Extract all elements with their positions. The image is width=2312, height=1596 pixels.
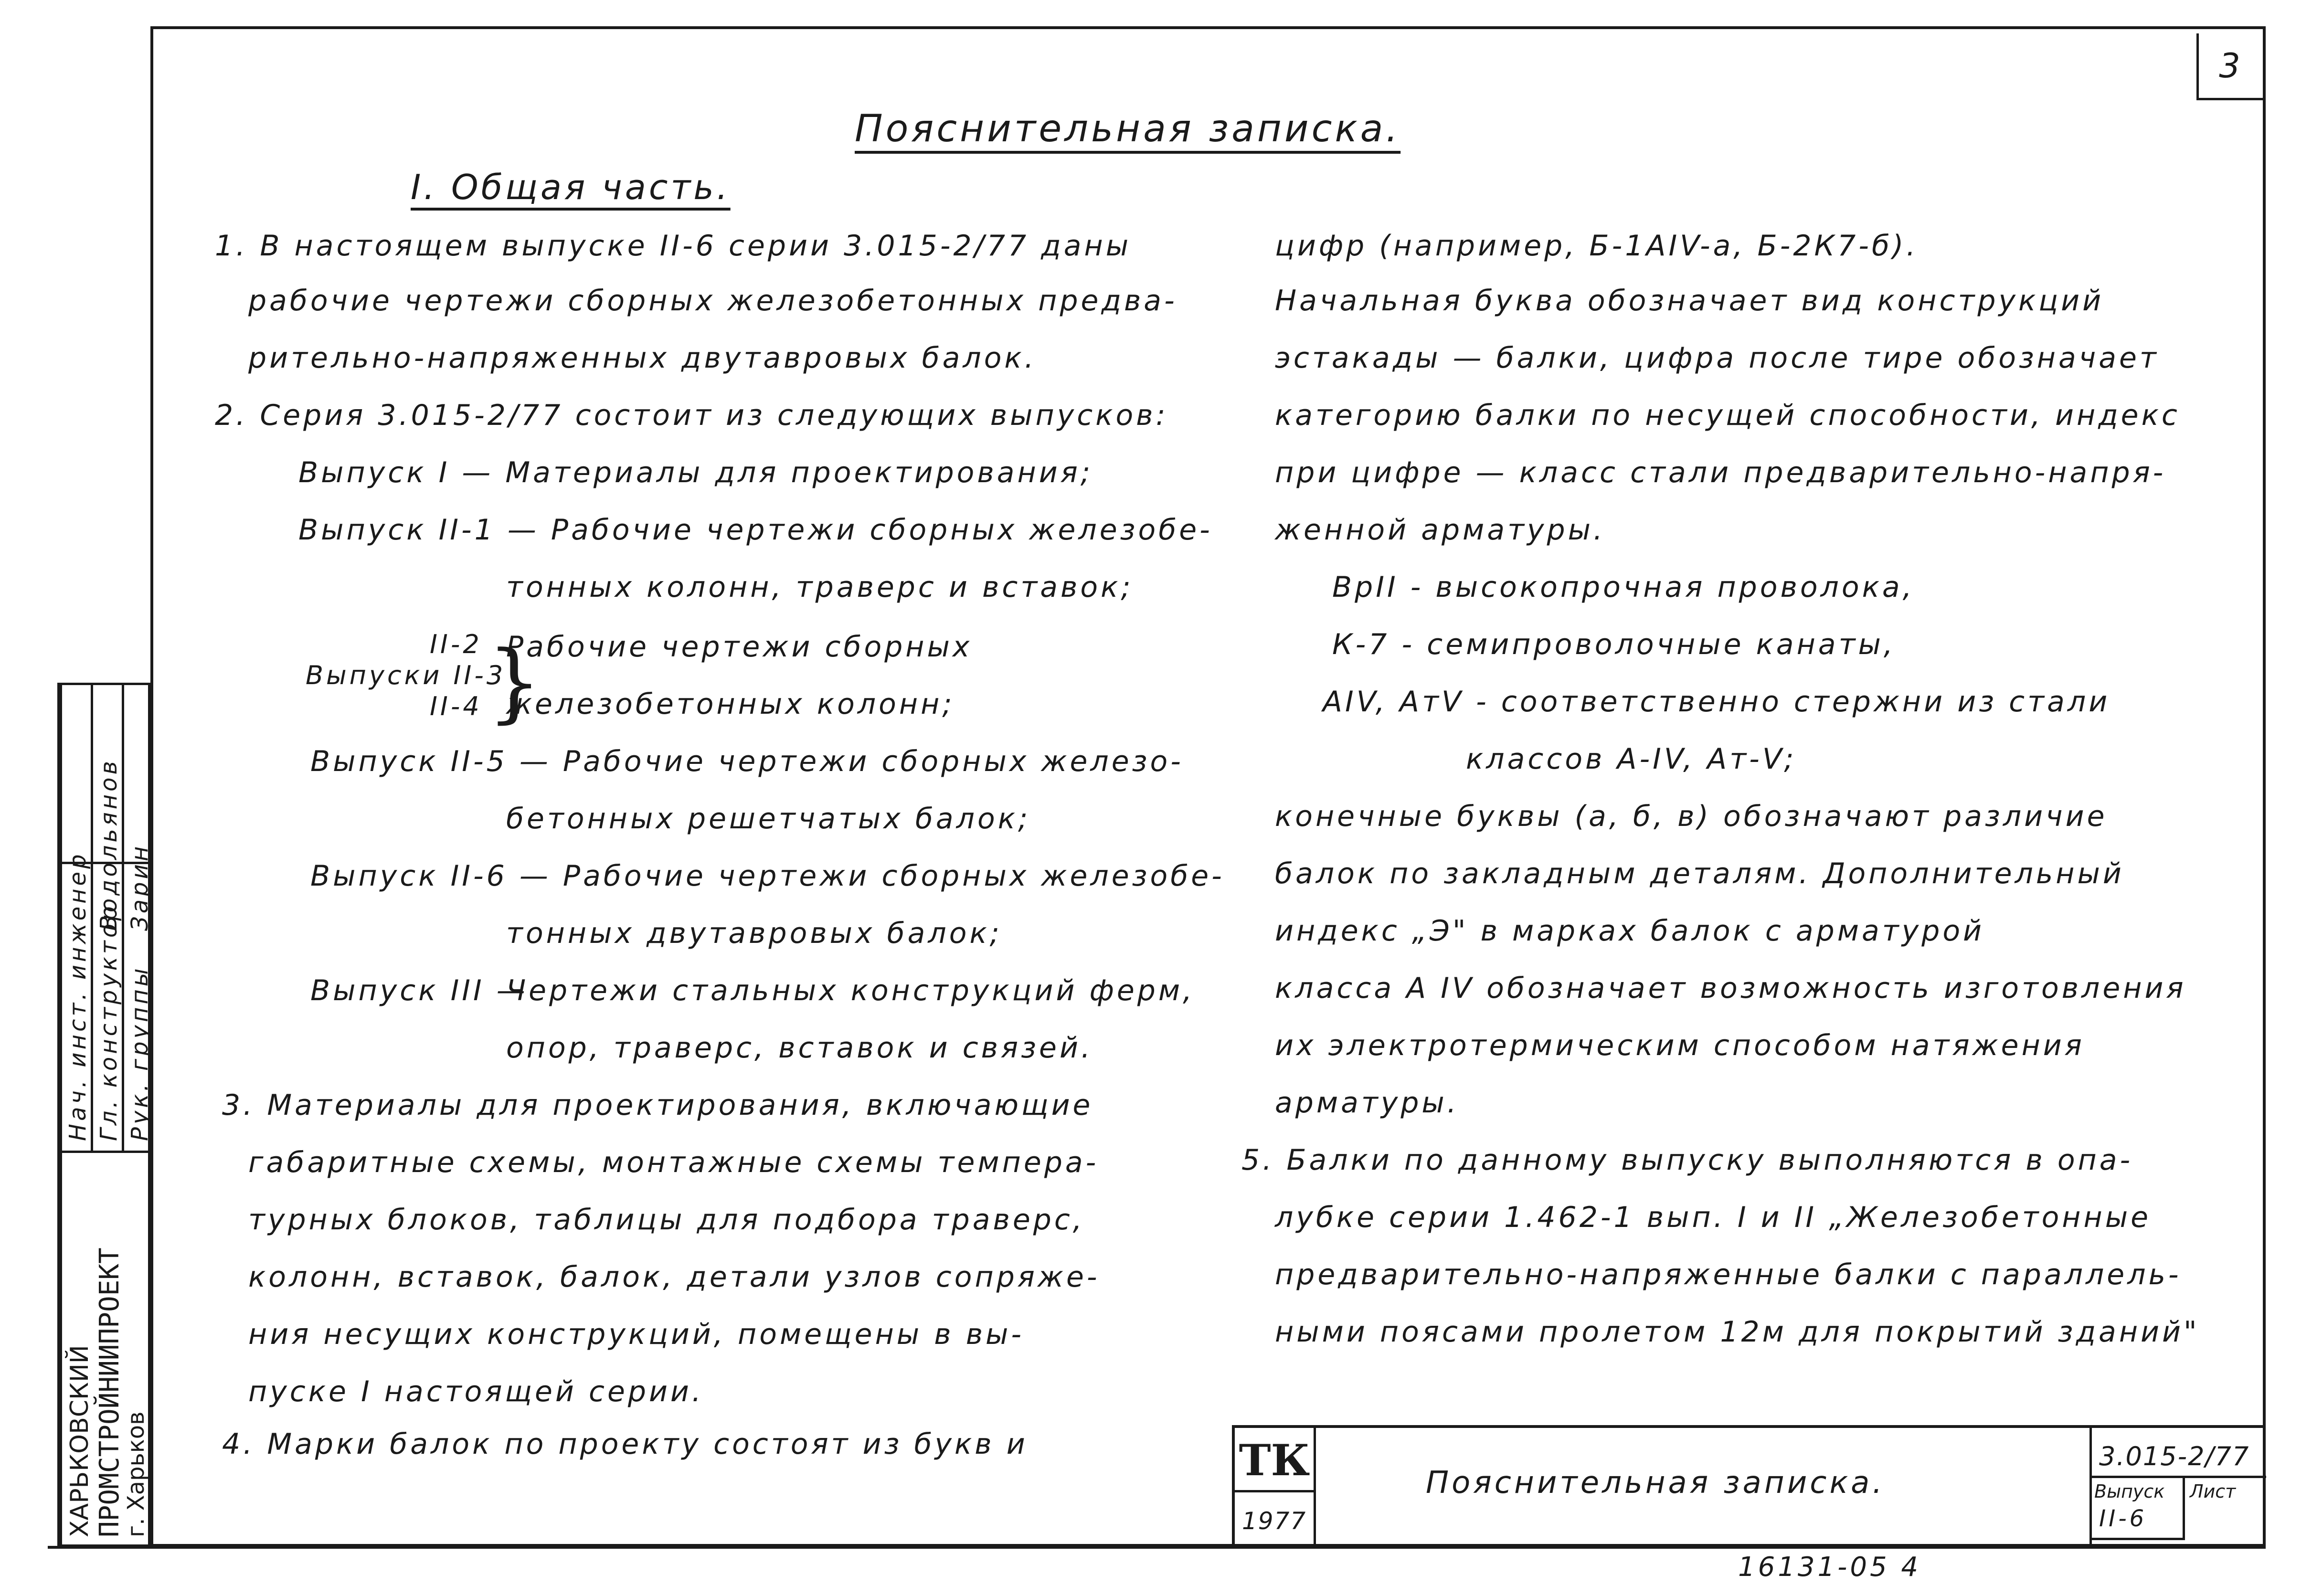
tb-issue-value: II-6 xyxy=(2099,1505,2147,1532)
tk-mark: ТК xyxy=(1239,1435,1310,1486)
stamp-role-1: Нач. инст. инженер xyxy=(64,851,91,1141)
brace-icon: } xyxy=(487,633,542,732)
left-line-8: II-2 xyxy=(430,629,482,659)
right-line-15: их электротермическим способом натяжения xyxy=(1275,1029,2085,1062)
sheet-number: 3 xyxy=(2196,33,2263,100)
right-line-2: Начальная буква обозначает вид конструкций xyxy=(1275,284,2104,317)
left-line-25: пуске I настоящей серии. xyxy=(248,1375,704,1408)
page-title: Пояснительная записка. xyxy=(855,107,1401,150)
tb-year: 1977 xyxy=(1242,1507,1307,1535)
left-line-26: 4. Марки балок по проекту состоят из букв и xyxy=(222,1427,1028,1461)
right-line-14: класса А IV обозначает возможность изготовления xyxy=(1275,972,2186,1005)
left-line-21: габаритные схемы, монтажные схемы темпера- xyxy=(248,1146,1099,1179)
right-line-13: индекс „Э" в марках балок с арматурой xyxy=(1275,914,1985,948)
tb-divider xyxy=(2089,1538,2185,1540)
right-line-1: цифр (например, Б-1АIV-а, Б-2К7-б). xyxy=(1275,229,1919,263)
bottom-rule xyxy=(48,1546,2266,1549)
left-line-4: 2. Серия 3.015-2/77 состоит из следующих выпусков: xyxy=(215,399,1168,432)
right-line-4: категорию балки по несущей способности, индекс xyxy=(1275,399,2180,432)
left-line-20: 3. Материалы для проектирования, включающие xyxy=(222,1089,1093,1122)
left-line-15: Выпуск II-6 — Рабочие чертежи сборных железобе- xyxy=(310,859,1225,893)
right-line-11: конечные буквы (а, б, в) обозначают различие xyxy=(1275,800,2108,833)
left-line-19: опор, траверс, вставок и связей. xyxy=(506,1031,1093,1065)
left-line-18: Чертежи стальных конструкций ферм, xyxy=(506,974,1195,1007)
right-line-20: ными поясами пролетом 12м для покрытий зданий" xyxy=(1275,1315,2200,1349)
right-line-16: арматуры. xyxy=(1275,1086,1459,1120)
left-line-3: рительно-напряженных двутавровых балок. xyxy=(248,341,1037,375)
document-code: 16131-05 4 xyxy=(1738,1552,1921,1583)
left-line-16: тонных двутавровых балок; xyxy=(506,917,1002,950)
stamp-org-line1: ХАРЬКОВСКИЙ xyxy=(65,1345,94,1537)
left-line-24: ния несущих конструкций, помещены в вы- xyxy=(248,1318,1025,1351)
right-line-10: классов А-IV, Ат-V; xyxy=(1466,742,1797,776)
tb-series: 3.015-2/77 xyxy=(2099,1441,2250,1471)
right-line-5: при цифре — класс стали предварительно-напря- xyxy=(1275,456,2166,489)
tb-name: Пояснительная записка. xyxy=(1426,1465,1885,1501)
left-line-14: бетонных решетчатых балок; xyxy=(506,802,1031,835)
stamp-city: г. Харьков xyxy=(123,1411,149,1537)
tb-divider xyxy=(2183,1476,2185,1538)
right-line-19: предварительно-напряженные балки с параллель- xyxy=(1275,1258,2182,1291)
left-stamp xyxy=(57,683,153,1547)
left-line-17: Выпуск III — xyxy=(310,974,528,1007)
right-line-7: BpII - высокопрочная проволока, xyxy=(1332,571,1915,604)
title-block xyxy=(1232,1425,2266,1547)
right-line-3: эстакады — балки, цифра после тире обозначает xyxy=(1275,341,2159,375)
left-line-6: Выпуск II-1 — Рабочие чертежи сборных железобе- xyxy=(298,513,1213,547)
left-line-2: рабочие чертежи сборных железобетонных предва- xyxy=(248,284,1177,317)
left-line-12: железобетонных колонн; xyxy=(506,687,955,721)
left-line-9: Выпуски II-3 xyxy=(306,660,506,690)
tb-divider xyxy=(1235,1490,1316,1492)
left-line-1: 1. В настоящем выпуске II-6 серии 3.015-2/77 даны xyxy=(215,229,1132,263)
left-line-7: тонных колонн, траверс и вставок; xyxy=(506,571,1134,604)
right-line-8: К-7 - семипроволочные канаты, xyxy=(1332,628,1896,661)
tb-divider xyxy=(2089,1476,2266,1478)
right-line-12: балок по закладным деталям. Дополнительный xyxy=(1275,857,2124,890)
right-line-9: АIV, АтV - соответственно стержни из стали xyxy=(1323,685,2110,719)
stamp-org-line2: ПРОМСТРОЙНИИПРОЕКТ xyxy=(94,1247,125,1537)
stamp-name-3: Зарин xyxy=(127,843,153,931)
stamp-role-2: Гл. конструктор xyxy=(95,903,122,1141)
left-line-10: II-4 xyxy=(430,691,482,721)
left-line-11: Рабочие чертежи сборных xyxy=(506,630,973,664)
left-line-23: колонн, вставок, балок, детали узлов сопряже- xyxy=(248,1260,1100,1294)
stamp-name-2: Водольянов xyxy=(95,758,122,931)
right-line-18: лубке серии 1.462-1 вып. I и II „Железобетонные xyxy=(1275,1201,2152,1234)
tb-issue-label: Выпуск xyxy=(2094,1481,2165,1502)
tb-sheet-label: Лист xyxy=(2190,1481,2236,1502)
right-line-17: 5. Балки по данному выпуску выполняются в опа- xyxy=(1241,1143,2133,1177)
stamp-role-3: Рук. группы xyxy=(127,965,153,1141)
section-title: I. Общая часть. xyxy=(411,167,731,207)
left-line-5: Выпуск I — Материалы для проектирования; xyxy=(298,456,1093,489)
right-line-6: женной арматуры. xyxy=(1275,513,1606,547)
left-line-13: Выпуск II-5 — Рабочие чертежи сборных железо- xyxy=(310,745,1184,778)
left-line-22: турных блоков, таблицы для подбора траверс, xyxy=(248,1203,1085,1237)
